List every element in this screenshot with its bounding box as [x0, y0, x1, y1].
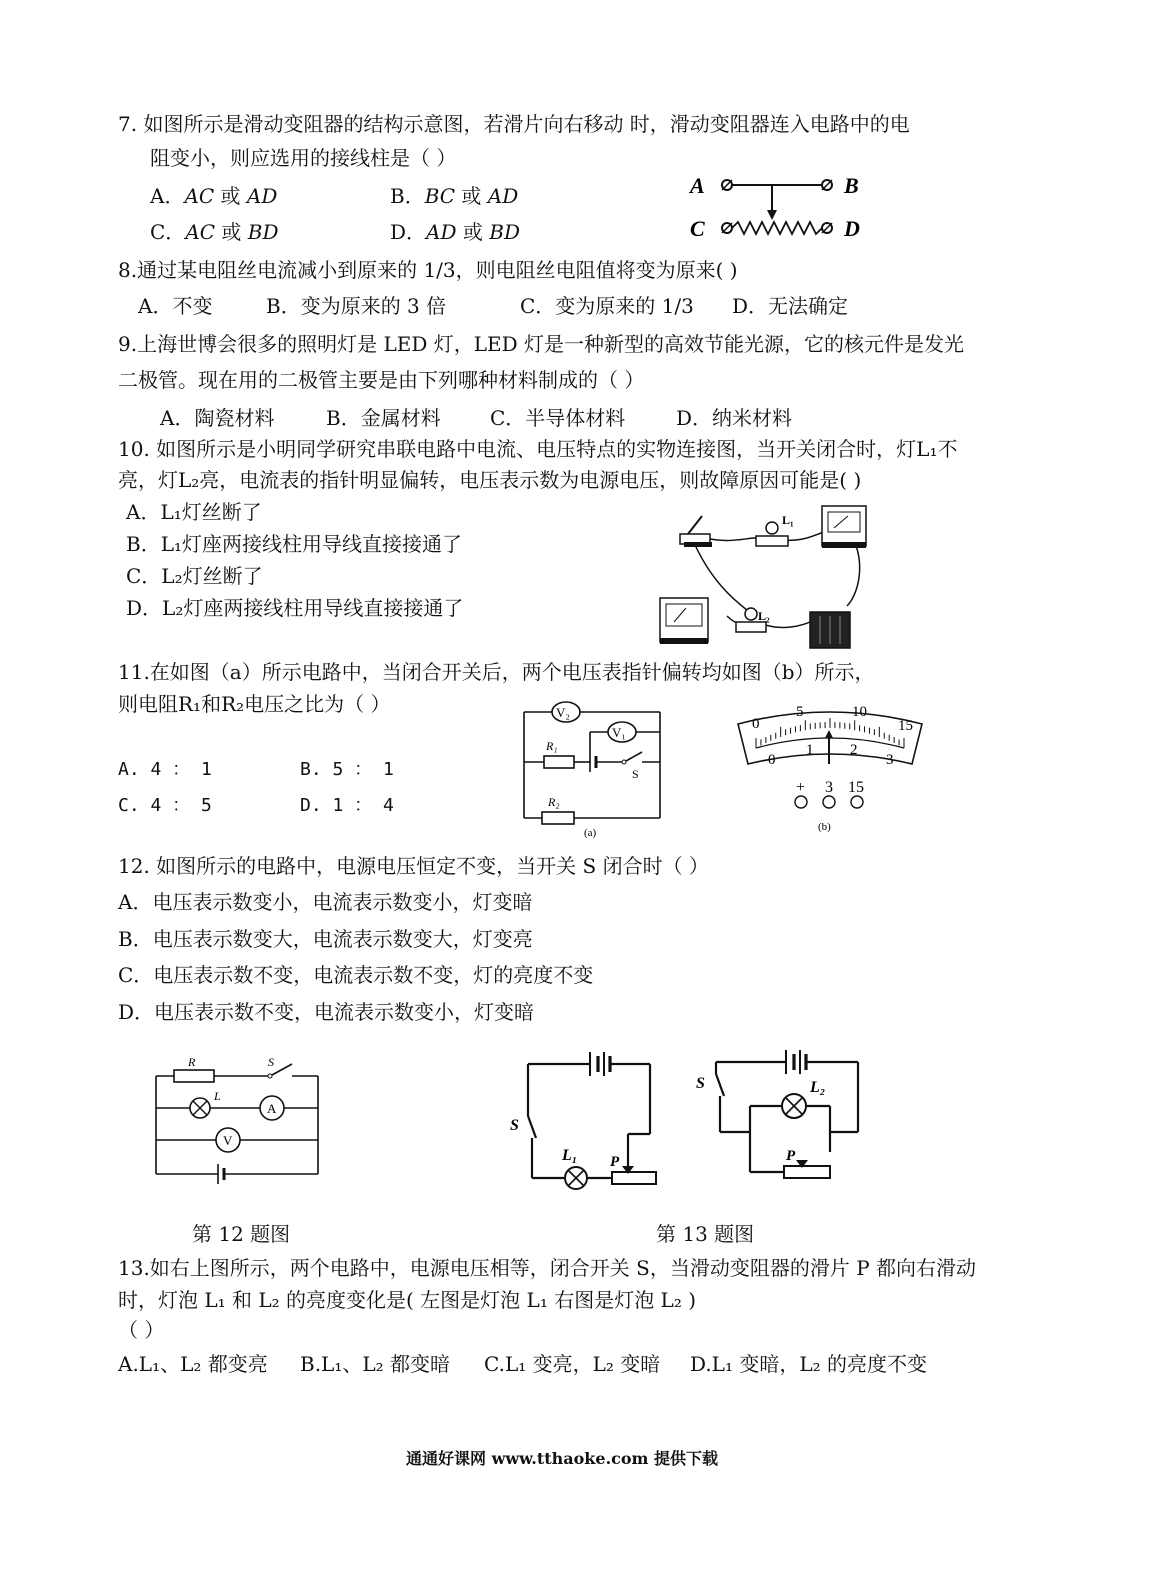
switch-icon [680, 516, 712, 547]
q9-option-b: B．金属材料 [326, 406, 441, 430]
q10-option-d: D．L₂灯座两接线柱用导线直接接通了 [126, 596, 464, 620]
q13-left-rheostat [612, 1172, 656, 1184]
q12-a-label: A [267, 1101, 277, 1116]
q13-option-c: C.L₁ 变亮，L₂ 变暗 [484, 1352, 661, 1376]
fig13-caption: 第 13 题图 [656, 1222, 755, 1246]
battery-icon [810, 612, 850, 648]
q13-l2-label: L₂ [810, 1079, 826, 1096]
terminal-15-label: 15 [848, 779, 864, 796]
q12-stem: 12. 如图所示的电路中，电源电压恒定不变，当开关 S 闭合时（ ） [118, 854, 709, 878]
q11-stem-line2: 则电阻R₁和R₂电压之比为（ ） [118, 692, 391, 716]
q8-stem: 8.通过某电阻丝电流减小到原来的 1/3，则电阻丝电阻值将变为原来( ) [118, 258, 738, 282]
q7-option-c: C．AC 或 BD [150, 220, 279, 244]
q10-stem-line1: 10. 如图所示是小明同学研究串联电路中电流、电压特点的实物连接图，当开关闭合时，灯L₁不 [118, 437, 958, 461]
q13-stem-line2: 时，灯泡 L₁ 和 L₂ 的亮度变化是( 左图是灯泡 L₁ 右图是灯泡 L₂ ) [118, 1288, 697, 1312]
q7-stem-line2: 阻变小，则应选用的接线柱是（ ） [150, 146, 457, 170]
v1-label: V₁ [612, 725, 626, 740]
q12-l-label: L [214, 1089, 221, 1103]
q9-stem-line1: 9.上海世博会很多的照明灯是 LED 灯，LED 灯是一种新型的高效节能光源，它的核元件是发光 [118, 332, 964, 356]
footer-source: 通通好课网 www.tthaoke.com 提供下载 [406, 1449, 719, 1468]
q12-v-label: V [223, 1133, 233, 1148]
q13-right-s-label: S [696, 1075, 705, 1092]
q12-circuit-diagram [148, 1052, 328, 1188]
v2-label: V₂ [556, 705, 570, 720]
q9-option-c: C．半导体材料 [490, 406, 626, 430]
terminal-plus-label: + [796, 779, 806, 796]
q12-option-b: B．电压表示数变大，电流表示数变大，灯变亮 [118, 927, 533, 951]
q13-option-d: D.L₁ 变暗，L₂ 的亮度不变 [690, 1352, 927, 1376]
q10-option-a: A．L₁灯丝断了 [126, 500, 262, 524]
circuit-a-diagram [518, 700, 668, 840]
scale-bottom-0: 0 [768, 752, 776, 768]
q7-option-a: A．AC 或 AD [150, 184, 278, 208]
q12-s-label: S [268, 1055, 274, 1069]
scale-bottom-2: 2 [850, 742, 858, 758]
scale-top-15: 15 [898, 718, 913, 734]
scale-bottom-1: 1 [806, 742, 814, 758]
r1-label: R₁ [546, 739, 558, 753]
scale-top-0: 0 [752, 716, 760, 732]
lamp-l2-label: L₂ [758, 609, 770, 623]
q13-right-circuit-diagram [690, 1040, 870, 1190]
q9-stem-line2: 二极管。现在用的二极管主要是由下列哪种材料制成的（ ） [118, 368, 645, 392]
fig-a-caption: (a) [584, 827, 597, 839]
voltmeter-icon [822, 506, 866, 548]
rheostat-label-c: C [690, 216, 705, 241]
q13-left-p-label: P [610, 1154, 620, 1170]
q11-option-a: A. 4 ： 1 [118, 759, 212, 780]
lamp-l1-label: L₁ [782, 513, 794, 527]
fig12-caption: 第 12 题图 [192, 1222, 291, 1246]
q11-option-d: D. 1 ： 4 [300, 795, 394, 816]
terminal-15 [851, 796, 863, 808]
q13-right-rheostat [784, 1166, 830, 1178]
q8-option-a: A．不变 [138, 294, 213, 318]
rheostat-diagram [682, 168, 872, 246]
rheostat-label-b: B [844, 173, 859, 198]
q10-option-b: B．L₁灯座两接线柱用导线直接接通了 [126, 532, 462, 556]
fig-b-caption: (b) [818, 821, 831, 833]
q7-stem-line1: 7. 如图所示是滑动变阻器的结构示意图，若滑片向右移动 时，滑动变阻器连入电路中的电 [118, 112, 910, 136]
q10-stem-line2: 亮，灯L₂亮，电流表的指针明显偏转，电压表示数为电源电压，则故障原因可能是( ) [118, 468, 862, 492]
series-circuit-photo [652, 496, 874, 656]
q11-option-c: C. 4 ： 5 [118, 795, 212, 816]
switch-s-label: S [632, 767, 639, 781]
terminal-plus [795, 796, 807, 808]
q13-stem-line1: 13.如右上图所示，两个电路中，电源电压相等，闭合开关 S，当滑动变阻器的滑片 P 都向右滑动 [118, 1256, 977, 1280]
q13-option-a: A.L₁、L₂ 都变亮 [118, 1352, 268, 1376]
q13-left-s-label: S [510, 1117, 519, 1134]
q9-option-d: D．纳米材料 [676, 406, 793, 430]
q12-option-c: C．电压表示数不变，电流表示数不变，灯的亮度不变 [118, 963, 594, 987]
q9-option-a: A．陶瓷材料 [160, 406, 275, 430]
terminal-3 [823, 796, 835, 808]
q13-option-b: B.L₁、L₂ 都变暗 [300, 1352, 451, 1376]
q11-option-b: B. 5 ： 1 [300, 759, 394, 780]
q8-option-c: C．变为原来的 1/3 [520, 294, 694, 318]
q12-r-label: R [188, 1055, 196, 1069]
q8-option-b: B．变为原来的 3 倍 [266, 294, 447, 318]
q13-left-circuit-diagram [506, 1040, 664, 1190]
q7-option-d: D．AD 或 BD [390, 220, 520, 244]
voltmeter-scale-diagram [730, 706, 930, 838]
q7-option-b: B．BC 或 AD [390, 184, 519, 208]
terminal-3-label: 3 [825, 779, 833, 796]
scale-top-5: 5 [796, 706, 804, 720]
scale-bottom-3: 3 [886, 752, 894, 768]
q8-option-d: D．无法确定 [732, 294, 849, 318]
rheostat-label-d: D [844, 216, 860, 241]
q13-right-p-label: P [786, 1148, 796, 1164]
r2-label: R₂ [548, 795, 560, 809]
scale-top-10: 10 [852, 706, 867, 720]
q13-l1-label: L₁ [562, 1147, 578, 1164]
q11-stem-line1: 11.在如图（a）所示电路中，当闭合开关后，两个电压表指针偏转均如图（b）所示， [118, 660, 875, 684]
ammeter-icon [660, 598, 708, 644]
q13-answer-blank: （ ） [118, 1318, 165, 1342]
q10-option-c: C．L₂灯丝断了 [126, 564, 263, 588]
q12-option-d: D．电压表示数不变，电流表示数变小，灯变暗 [118, 1000, 535, 1024]
rheostat-label-a: A [690, 173, 705, 198]
q12-option-a: A．电压表示数变小，电流表示数变小，灯变暗 [118, 890, 533, 914]
